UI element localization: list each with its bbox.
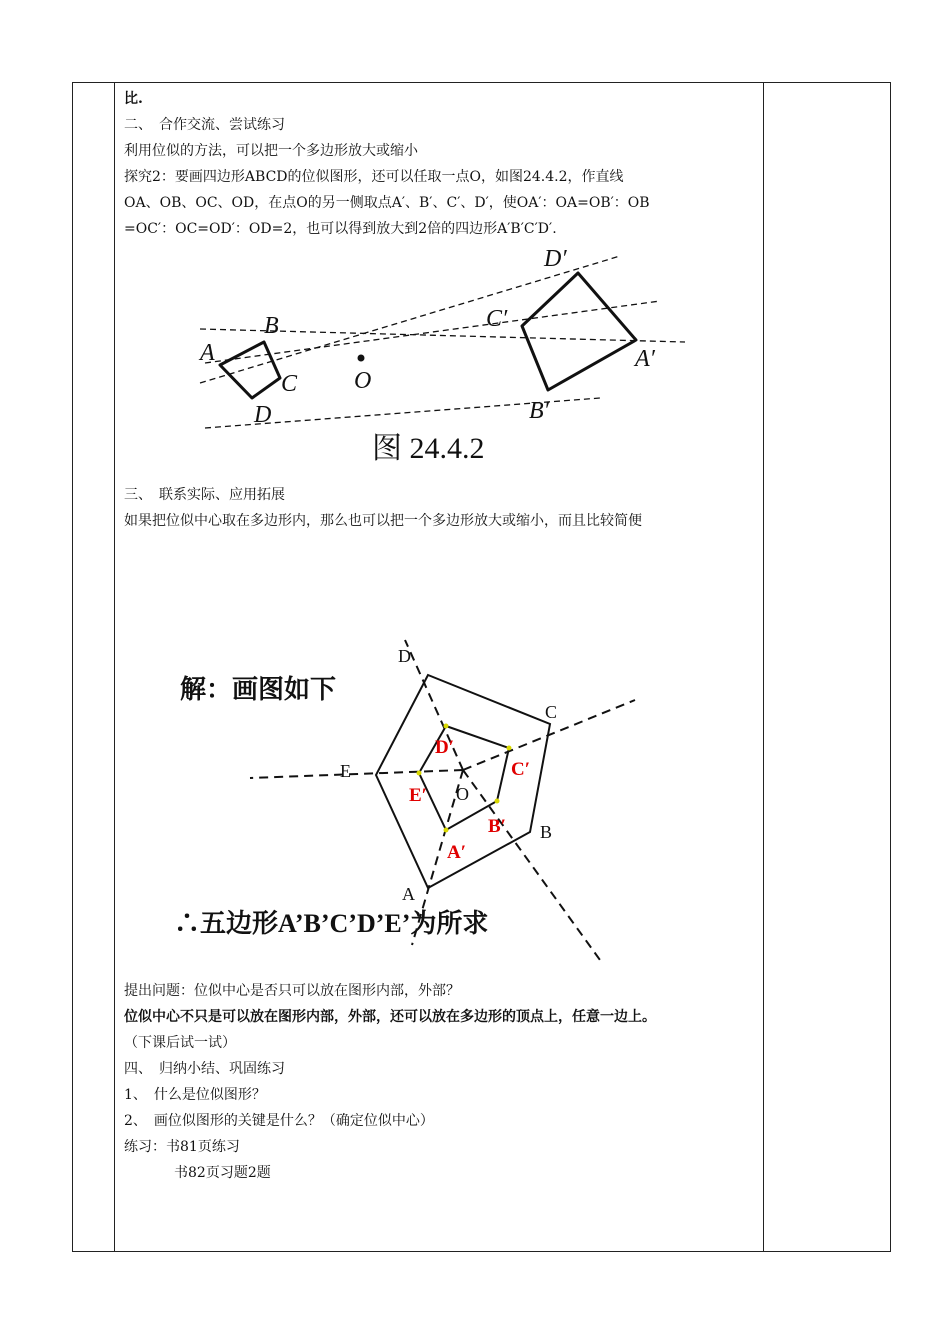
column-divider-left xyxy=(114,82,115,1252)
fig1-label-b: B xyxy=(264,313,279,339)
figure-pentagon xyxy=(150,610,750,970)
fig2-label-c: C xyxy=(545,702,558,722)
fig1-label-b-prime: B′ xyxy=(529,398,549,424)
figure-24-4-2 xyxy=(180,238,700,470)
text-line: 四、 归纳小结、巩固练习 xyxy=(124,1061,285,1077)
text-line: 利用位似的方法，可以把一个多边形放大或缩小 xyxy=(124,143,418,159)
text-line: 书82页习题2题 xyxy=(174,1165,271,1181)
text-line-bold: 位似中心不只是可以放在图形内部，外部，还可以放在多边形的顶点上，任意一边上。 xyxy=(124,1009,656,1025)
text-line: （下课后试一试） xyxy=(124,1035,236,1051)
fig1-label-d: D xyxy=(254,402,272,428)
solution-title: 解：画图如下 xyxy=(180,675,337,704)
fig2-label-d-prime: D′ xyxy=(435,737,455,758)
bottom-section xyxy=(124,978,760,1186)
text-line: 如果把位似中心取在多边形内，那么也可以把一个多边形放大或缩小，而且比较简便 xyxy=(124,513,642,529)
fig2-label-o: O xyxy=(456,784,469,804)
fig1-label-a: A xyxy=(200,340,215,366)
fig2-label-a: A xyxy=(402,884,415,904)
solution-conclusion: ∴五边形A’B’C’D’E’为所求 xyxy=(174,909,489,938)
fig1-label-c: C xyxy=(281,371,298,397)
fig1-caption: 图 24.4.2 xyxy=(372,432,485,465)
fig2-label-b-prime: B′ xyxy=(488,816,507,837)
text-line: 2、 画位似图形的关键是什么？（确定位似中心） xyxy=(124,1113,434,1129)
fig1-label-d-prime: D′ xyxy=(544,246,567,272)
fig2-label-e: E xyxy=(340,761,351,781)
fig2-label-a-prime: A′ xyxy=(447,842,467,863)
fig2-label-d: D xyxy=(398,646,411,666)
text-line: OA、OB、OC、OD，在点O的另一侧取点A′、B′、C′、D′，使OA′：OA=OB′：OB xyxy=(124,195,650,211)
lesson-content xyxy=(124,86,760,242)
fig1-label-c-prime: C′ xyxy=(486,306,508,332)
text-line: 练习：书81页练习 xyxy=(124,1139,240,1155)
text-line: 1、 什么是位似图形？ xyxy=(124,1087,266,1103)
text-line: =OC′：OC=OD′：OD=2，也可以得到放大到2倍的四边形A′B′C′D′. xyxy=(124,221,557,237)
text-line: 三、 联系实际、应用拓展 xyxy=(124,487,285,503)
fig2-label-b: B xyxy=(540,822,553,842)
text-line: 比. xyxy=(124,91,143,107)
fig2-label-e-prime: E′ xyxy=(409,785,428,806)
fig2-label-c-prime: C′ xyxy=(511,759,531,780)
text-line: 探究2：要画四边形ABCD的位似图形，还可以任取一点O，如图24.4.2，作直线 xyxy=(124,169,624,185)
column-divider-right xyxy=(763,82,764,1252)
text-line: 二、 合作交流、尝试练习 xyxy=(124,117,285,133)
section-three xyxy=(124,482,760,534)
fig1-label-a-prime: A′ xyxy=(635,346,655,372)
text-line: 提出问题：位似中心是否只可以放在图形内部，外部？ xyxy=(124,983,460,999)
fig1-label-o: O xyxy=(354,368,372,394)
